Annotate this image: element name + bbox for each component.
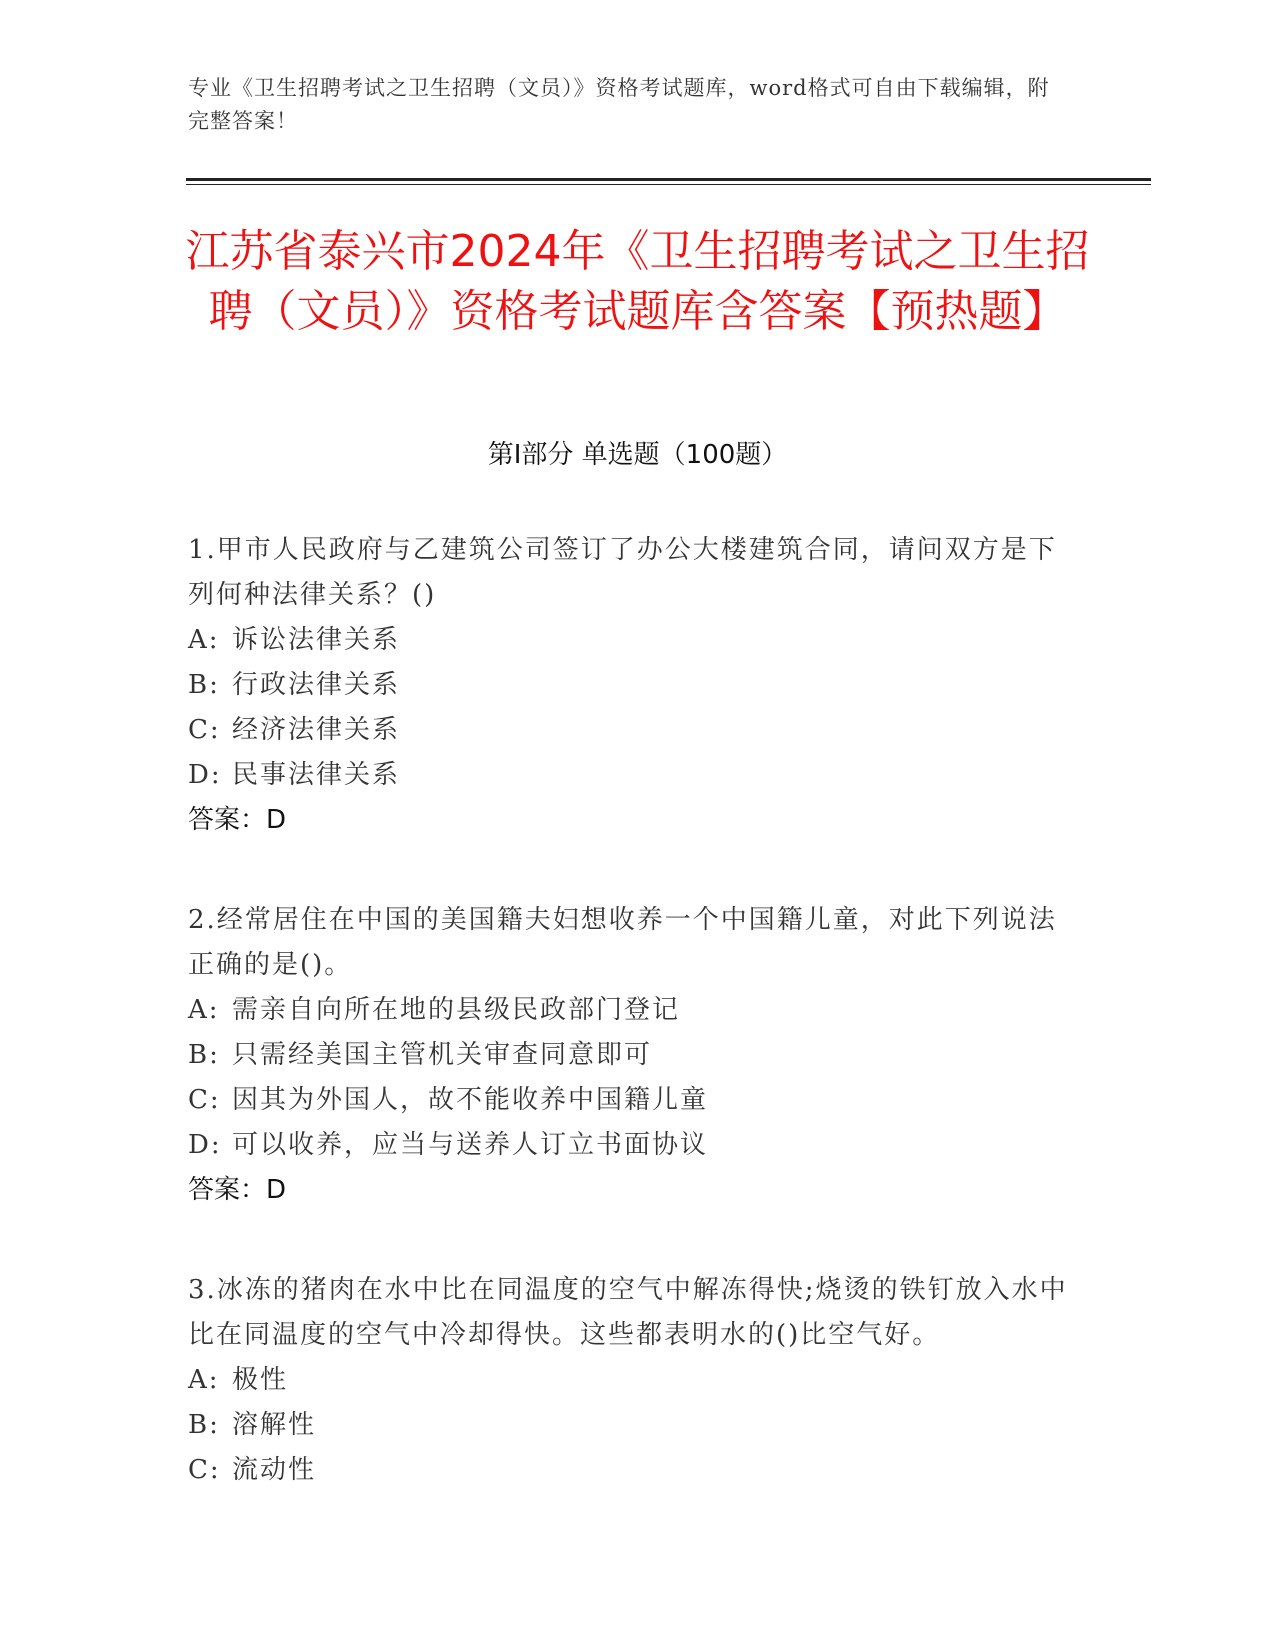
option-text: 只需经美国主管机关审查同意即可 bbox=[232, 1040, 653, 1070]
option-b bbox=[188, 1033, 1068, 1078]
question-stem: 1.甲市人民政府与乙建筑公司签订了办公大楼建筑合同，请问双方是下列何种法律关系？() bbox=[188, 535, 1057, 610]
option-a bbox=[188, 1358, 1068, 1403]
option-c bbox=[188, 1448, 1068, 1493]
option-text: 极性 bbox=[232, 1365, 289, 1395]
option-c bbox=[188, 1078, 1068, 1123]
option-d bbox=[188, 753, 1068, 798]
question-3 bbox=[188, 1268, 1068, 1493]
option-text: 经济法律关系 bbox=[232, 715, 401, 745]
option-text: 需亲自向所在地的县级民政部门登记 bbox=[232, 995, 681, 1025]
option-letter: C: bbox=[188, 715, 221, 745]
option-text: 流动性 bbox=[232, 1455, 317, 1485]
question-stem: 3.冰冻的猪肉在水中比在同温度的空气中解冻得快;烧烫的铁钉放入水中比在同温度的空气中冷却得快。这些都表明水的()比空气好。 bbox=[188, 1275, 1068, 1350]
option-text: 溶解性 bbox=[232, 1410, 317, 1440]
option-letter: B: bbox=[188, 1040, 220, 1070]
header-divider-thin bbox=[186, 184, 1151, 185]
question-list bbox=[188, 528, 1068, 1548]
question-2 bbox=[188, 898, 1068, 1213]
option-text: 民事法律关系 bbox=[232, 760, 401, 790]
header-note: 专业《卫生招聘考试之卫生招聘（文员）》资格考试题库，word格式可自由下载编辑，附完整答案！ bbox=[188, 76, 1050, 133]
option-text: 行政法律关系 bbox=[232, 670, 401, 700]
option-letter: C: bbox=[188, 1085, 221, 1115]
option-a bbox=[188, 618, 1068, 663]
option-letter: A: bbox=[188, 995, 220, 1025]
option-letter: A: bbox=[188, 1365, 220, 1395]
answer-line: 答案：D bbox=[188, 805, 287, 835]
option-letter: B: bbox=[188, 1410, 220, 1440]
option-d bbox=[188, 1123, 1068, 1168]
header-divider-thick bbox=[186, 178, 1151, 181]
option-a bbox=[188, 988, 1068, 1033]
question-stem: 2.经常居住在中国的美国籍夫妇想收养一个中国籍儿童，对此下列说法正确的是()。 bbox=[188, 905, 1057, 980]
option-letter: A: bbox=[188, 625, 220, 655]
option-text: 可以收养，应当与送养人订立书面协议 bbox=[232, 1130, 709, 1160]
option-b bbox=[188, 1403, 1068, 1448]
option-letter: D: bbox=[188, 1130, 222, 1160]
option-letter: C: bbox=[188, 1455, 221, 1485]
option-letter: D: bbox=[188, 760, 222, 790]
question-1 bbox=[188, 528, 1068, 843]
answer-line: 答案：D bbox=[188, 1175, 287, 1205]
option-b bbox=[188, 663, 1068, 708]
section-heading: 第Ⅰ部分 单选题（100题） bbox=[487, 440, 788, 470]
option-c bbox=[188, 708, 1068, 753]
option-text: 因其为外国人，故不能收养中国籍儿童 bbox=[232, 1085, 709, 1115]
document-title: 江苏省泰兴市2024年《卫生招聘考试之卫生招聘（文员）》资格考试题库含答案【预热题】 bbox=[185, 226, 1090, 337]
option-text: 诉讼法律关系 bbox=[232, 625, 401, 655]
option-letter: B: bbox=[188, 670, 220, 700]
